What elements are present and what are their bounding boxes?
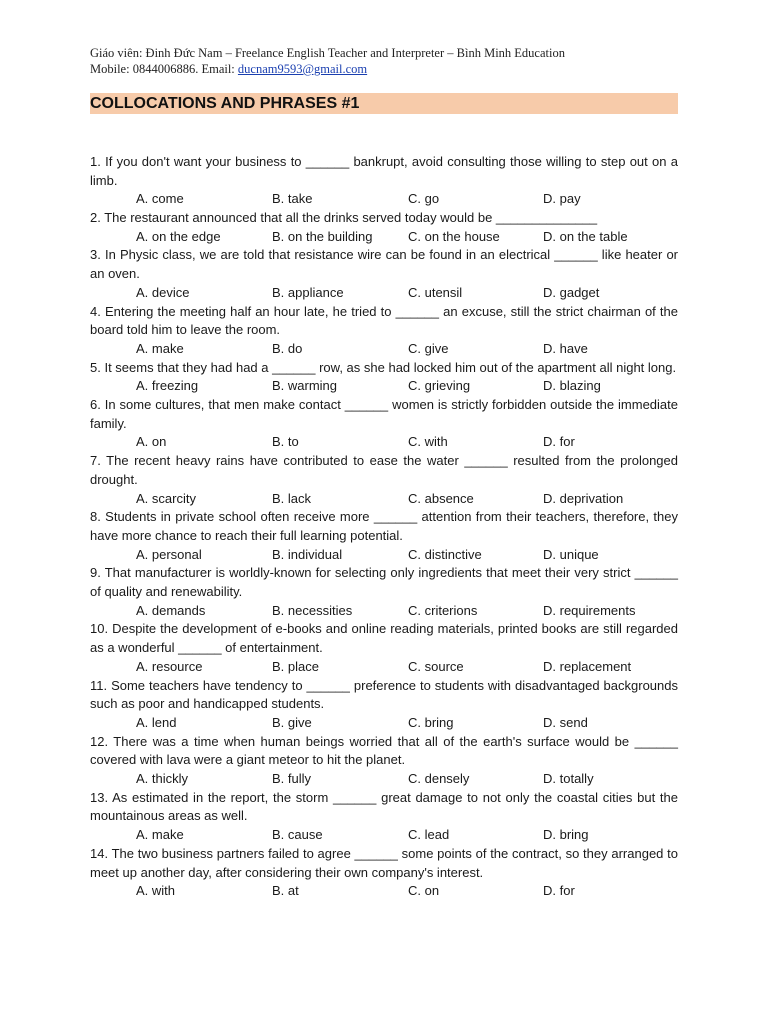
question-text: 4. Entering the meeting half an hour late, he tried to ______ an excuse, still the strict chairman of the board told him to leave the room. [90, 303, 678, 338]
question-text: 3. In Physic class, we are told that resistance wire can be found in an electrical ______ like heater or an oven. [90, 247, 678, 282]
option-c: C. with [408, 434, 448, 450]
option-b: B. appliance [272, 284, 344, 300]
option-a: A. with [136, 883, 176, 899]
option-d: D. for [543, 434, 575, 450]
option-b: B. on the building [272, 228, 373, 244]
question-item [90, 209, 678, 246]
option-d: D. for [543, 883, 575, 899]
question-item [90, 396, 678, 452]
option-a: A. on the edge [136, 228, 221, 244]
answer-options [90, 284, 678, 303]
answer-options [90, 377, 678, 396]
option-a: A. make [136, 340, 184, 356]
answer-options [90, 490, 678, 509]
option-b: B. to [272, 434, 299, 450]
option-c: C. source [408, 658, 464, 674]
option-b: B. cause [272, 827, 323, 843]
option-d: D. blazing [543, 378, 601, 394]
option-c: C. criterions [408, 602, 478, 618]
option-c: C. utensil [408, 284, 463, 300]
question-text: 1. If you don't want your business to ______ bankrupt, avoid consulting those willing to step out on a limb. [90, 154, 678, 188]
option-b: B. at [272, 883, 299, 899]
title-bar [90, 93, 678, 114]
question-text: 11. Some teachers have tendency to ______ preference to students with disadvantaged backgrounds such as poor and handicapped students. [90, 677, 678, 712]
question-text: 5. It seems that they had had a ______ row, as she had locked him out of the apartment all night long. [90, 359, 677, 375]
question-text: 10. Despite the development of e-books and online reading materials, printed books are still regarded as a wonderful ______ of entertainment. [90, 621, 678, 656]
option-d: D. have [543, 340, 588, 356]
option-c: C. distinctive [408, 546, 482, 562]
option-b: B. give [272, 714, 312, 730]
option-b: B. fully [272, 771, 312, 787]
answer-options [90, 714, 678, 733]
option-b: B. place [272, 658, 319, 674]
option-a: A. lend [136, 714, 177, 730]
answer-options [90, 546, 678, 565]
question-text: 9. That manufacturer is worldly-known for selecting only ingredients that meet their very strict ______ of quality and renewability. [90, 565, 678, 600]
answer-options [90, 658, 678, 677]
answer-options [90, 882, 678, 901]
option-a: A. on [136, 434, 167, 450]
option-d: D. requirements [543, 602, 636, 618]
header-teacher-line: Giáo viên: Đinh Đức Nam – Freelance English Teacher and Interpreter – Bình Minh Education [90, 46, 565, 60]
page-header [90, 45, 690, 77]
answer-options [90, 770, 678, 789]
option-c: C. grieving [408, 378, 471, 394]
question-item [90, 359, 678, 396]
option-c: C. absence [408, 490, 474, 506]
option-d: D. unique [543, 546, 599, 562]
answer-options [90, 190, 678, 209]
option-d: D. gadget [543, 284, 600, 300]
question-text: 8. Students in private school often receive more ______ attention from their teachers, therefore, they have more chance to reach their full learning potential. [90, 509, 678, 543]
question-item [90, 508, 678, 564]
option-c: C. go [408, 191, 440, 207]
option-a: A. thickly [136, 771, 189, 787]
option-d: D. send [543, 714, 588, 730]
question-item [90, 733, 678, 789]
option-b: B. necessities [272, 602, 353, 618]
option-a: A. come [136, 191, 184, 207]
answer-options [90, 602, 678, 621]
question-list [90, 153, 678, 901]
option-c: C. bring [408, 714, 454, 730]
option-d: D. deprivation [543, 490, 624, 506]
question-text: 2. The restaurant announced that all the drinks served today would be ______________ [90, 210, 598, 226]
option-b: B. individual [272, 546, 343, 562]
option-b: B. lack [272, 490, 312, 506]
answer-options [90, 433, 678, 452]
question-item [90, 153, 678, 209]
option-a: A. freezing [136, 378, 199, 394]
option-a: A. resource [136, 658, 203, 674]
option-c: C. give [408, 340, 449, 356]
option-d: D. replacement [543, 658, 632, 674]
question-item [90, 789, 678, 845]
answer-options [90, 826, 678, 845]
option-a: A. scarcity [136, 490, 196, 506]
question-item [90, 620, 678, 676]
option-c: C. on [408, 883, 440, 899]
option-a: A. make [136, 827, 184, 843]
email-link[interactable]: ducnam9593@gmail.com [237, 62, 368, 76]
question-text: 7. The recent heavy rains have contributed to ease the water ______ resulted from the prolonged drought. [90, 453, 678, 487]
option-b: B. do [272, 340, 303, 356]
question-text: 12. There was a time when human beings worried that all of the earth's surface would be ______ covered with lava were a giant meteor to hit the planet. [90, 733, 678, 768]
option-a: A. personal [136, 546, 202, 562]
question-item [90, 564, 678, 620]
option-b: B. take [272, 191, 313, 207]
option-d: D. pay [543, 191, 581, 207]
option-c: C. lead [408, 827, 450, 843]
question-text: 6. In some cultures, that men make contact ______ women is strictly forbidden outside the immediate family. [90, 397, 678, 431]
answer-options [90, 228, 678, 247]
header-mobile: Mobile: 0844006886. Email: [90, 62, 238, 76]
answer-options [90, 340, 678, 359]
option-d: D. on the table [543, 228, 628, 244]
option-b: B. warming [272, 378, 338, 394]
option-c: C. densely [408, 771, 470, 787]
question-item [90, 845, 678, 901]
option-d: D. totally [543, 771, 594, 787]
question-item [90, 677, 678, 733]
option-a: A. device [136, 284, 190, 300]
option-a: A. demands [136, 602, 206, 618]
option-d: D. bring [543, 827, 589, 843]
question-item [90, 246, 678, 302]
header-contact-line [90, 61, 690, 77]
question-text: 14. The two business partners failed to agree ______ some points of the contract, so they arranged to meet up another day, after considering their own company's interest. [90, 845, 678, 880]
question-item [90, 452, 678, 508]
option-c: C. on the house [408, 228, 500, 244]
page-title: COLLOCATIONS AND PHRASES #1 [90, 95, 360, 112]
question-item [90, 303, 678, 359]
question-text: 13. As estimated in the report, the storm ______ great damage to not only the coastal cities but the mountainous areas as well. [90, 789, 678, 824]
